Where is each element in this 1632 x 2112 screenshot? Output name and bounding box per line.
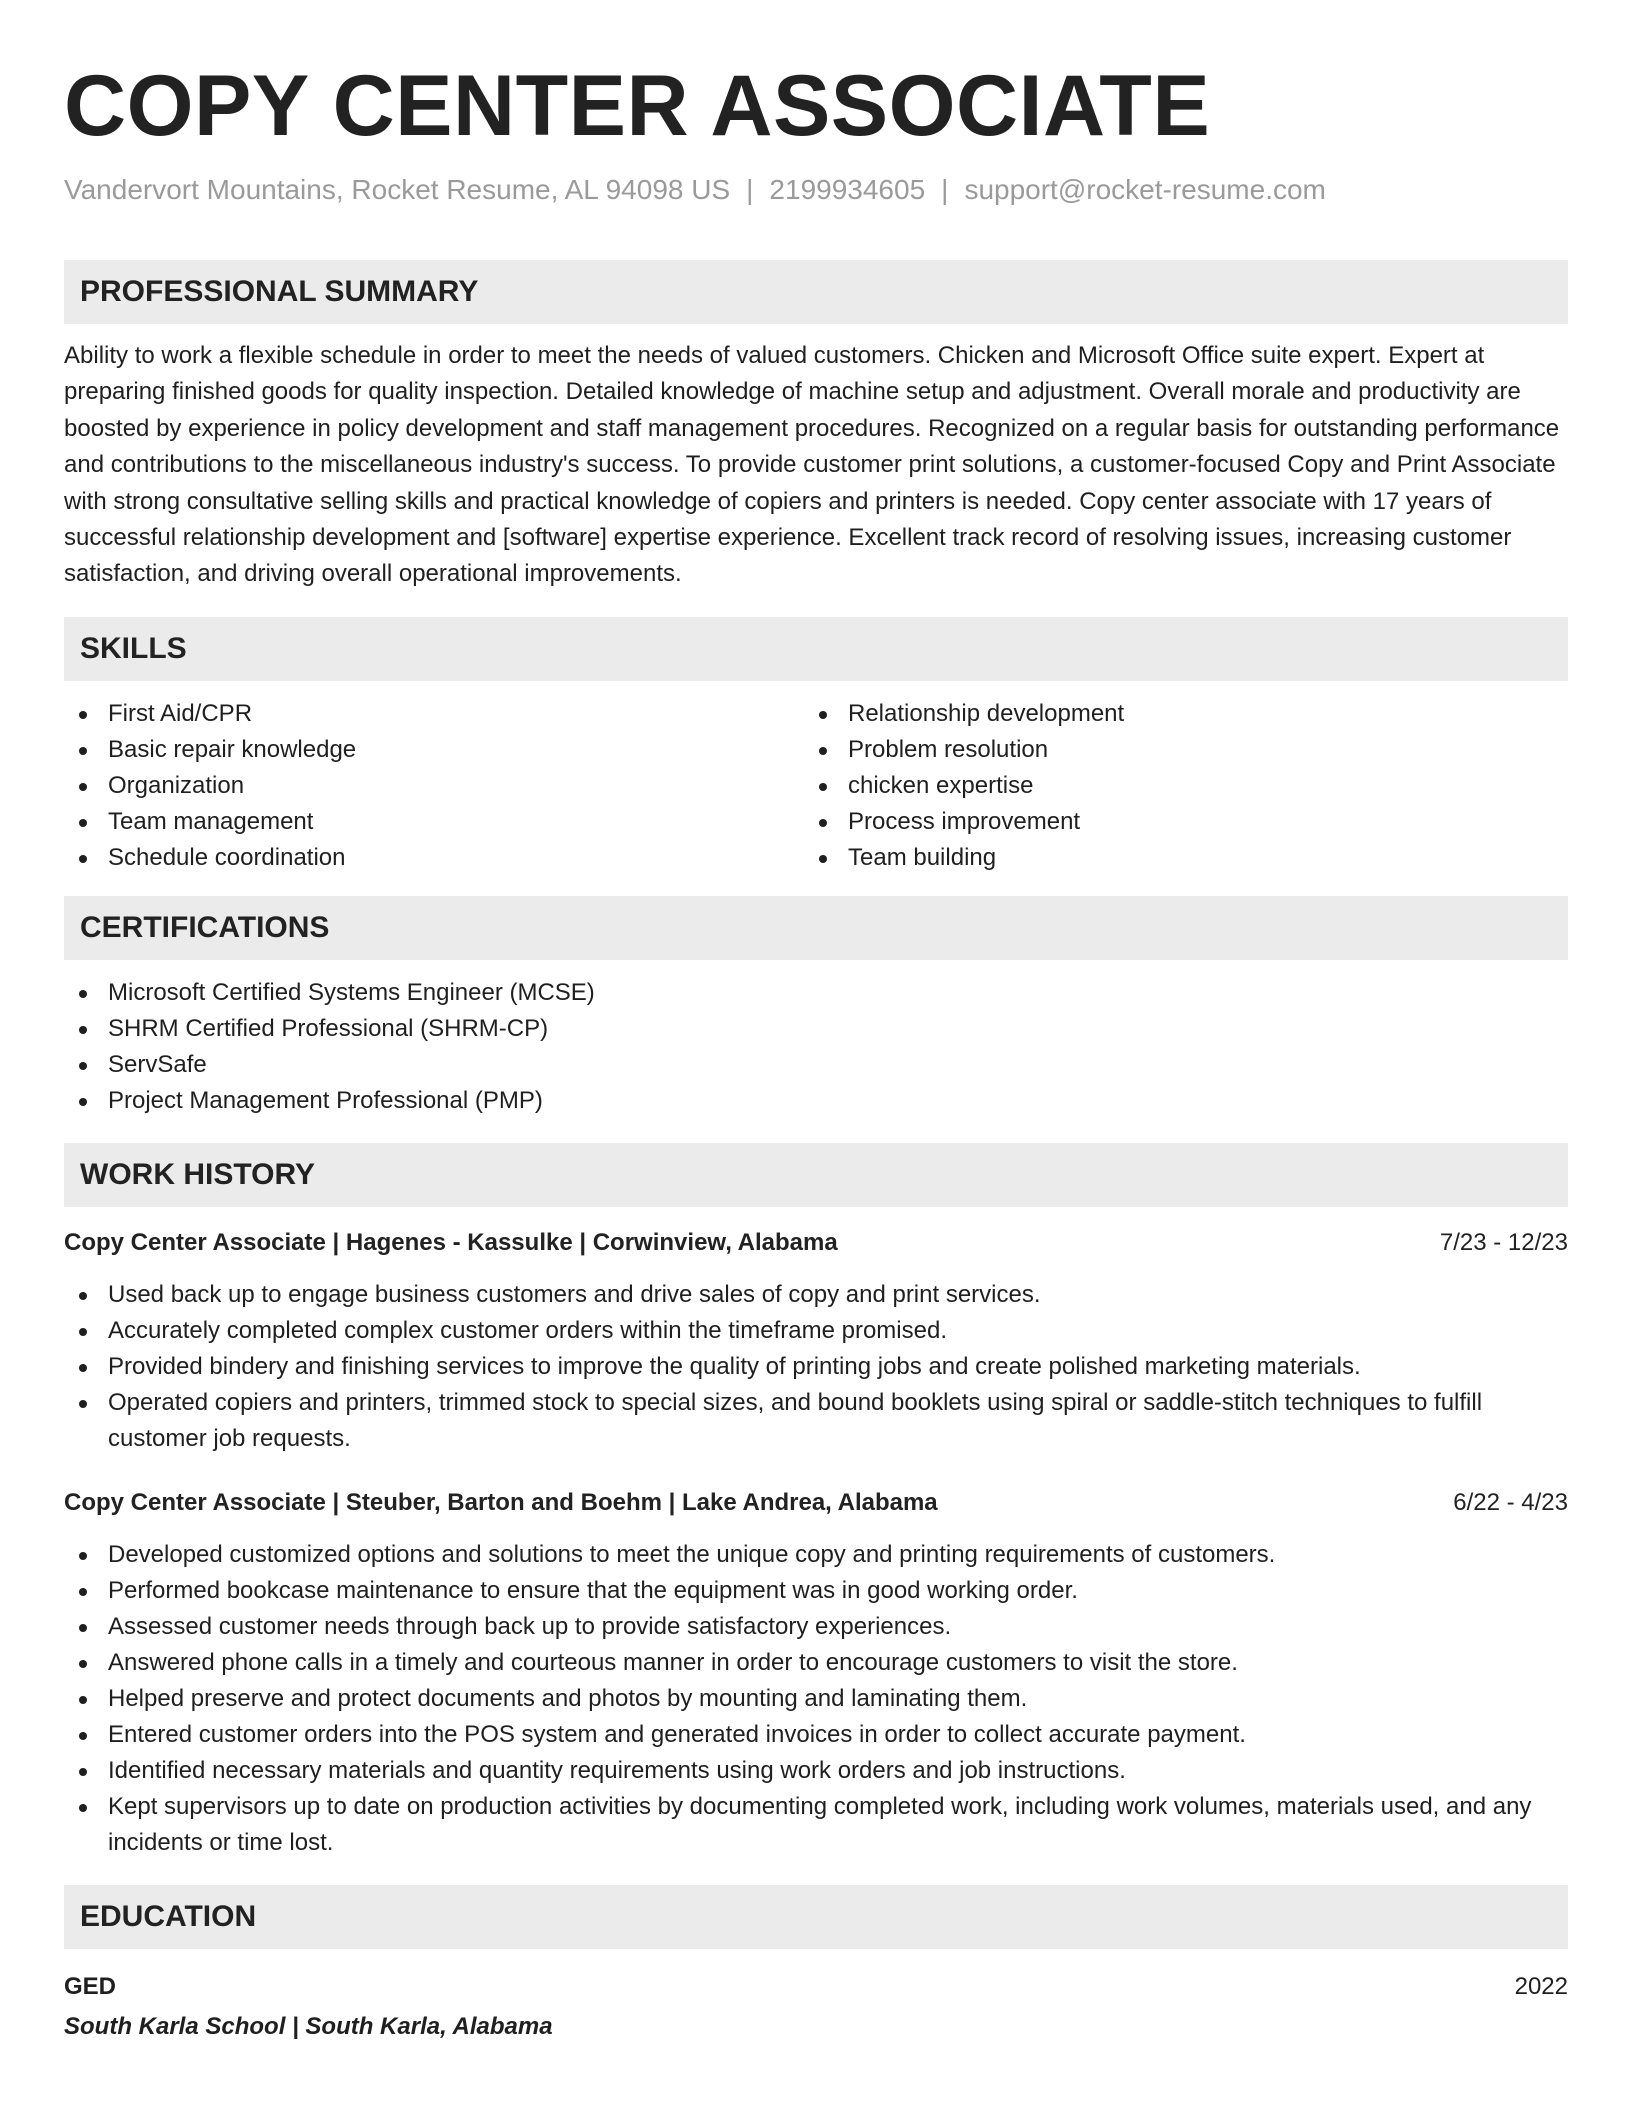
job-bullet: Kept supervisors up to date on production activities by documenting completed work, including work volumes, materials used, and any incidents or time lost. <box>64 1789 1568 1861</box>
contact-address: Vandervort Mountains, Rocket Resume, AL 94098 US <box>64 174 731 205</box>
skill-item: Team management <box>64 804 804 840</box>
skill-item: Problem resolution <box>804 732 1544 768</box>
candidate-name: COPY CENTER ASSOCIATE <box>64 58 1211 154</box>
education-year: 2022 <box>1514 1972 1568 2000</box>
job-bullet: Provided bindery and finishing services to improve the quality of printing jobs and create polished marketing materials. <box>64 1349 1568 1385</box>
skill-item: chicken expertise <box>804 768 1544 804</box>
certifications-list <box>64 975 1568 1119</box>
skill-item: First Aid/CPR <box>64 696 804 732</box>
certification-item: Microsoft Certified Systems Engineer (MCSE) <box>64 975 1568 1011</box>
job-bullet: Accurately completed complex customer orders within the timeframe promised. <box>64 1313 1568 1349</box>
skills-list-right <box>804 696 1544 876</box>
education-degree: GED <box>64 1972 117 2000</box>
contact-separator: | <box>941 174 949 205</box>
section-header-skills: SKILLS <box>64 617 1568 681</box>
skill-item: Relationship development <box>804 696 1544 732</box>
job-bullet: Performed bookcase maintenance to ensure that the equipment was in good working order. <box>64 1573 1568 1609</box>
job-heading-row <box>64 1485 1568 1521</box>
skill-item: Schedule coordination <box>64 840 804 876</box>
education-heading-row <box>64 1969 1568 2005</box>
job-dates: 6/22 - 4/23 <box>1453 1488 1568 1516</box>
section-header-work-history: WORK HISTORY <box>64 1143 1568 1207</box>
contact-line <box>64 172 1568 208</box>
job-bullet: Helped preserve and protect documents and photos by mounting and laminating them. <box>64 1681 1568 1717</box>
job-bullet: Assessed customer needs through back up to provide satisfactory experiences. <box>64 1609 1568 1645</box>
job-bullets <box>64 1537 1568 1861</box>
contact-phone: 2199934605 <box>769 174 926 205</box>
job-bullet: Developed customized options and solutions to meet the unique copy and printing requirements of customers. <box>64 1537 1568 1573</box>
job-bullet: Used back up to engage business customers and drive sales of copy and print services. <box>64 1277 1568 1313</box>
certification-item: Project Management Professional (PMP) <box>64 1083 1568 1119</box>
skills-list-left <box>64 696 804 876</box>
skill-item: Team building <box>804 840 1544 876</box>
skill-item: Organization <box>64 768 804 804</box>
contact-email: support@rocket-resume.com <box>964 174 1326 205</box>
job-dates: 7/23 - 12/23 <box>1439 1228 1568 1256</box>
certification-item: SHRM Certified Professional (SHRM-CP) <box>64 1011 1568 1047</box>
skill-item: Basic repair knowledge <box>64 732 804 768</box>
job-bullet: Entered customer orders into the POS system and generated invoices in order to collect accurate payment. <box>64 1717 1568 1753</box>
job-bullet: Identified necessary materials and quantity requirements using work orders and job instructions. <box>64 1753 1568 1789</box>
job-bullet: Operated copiers and printers, trimmed stock to special sizes, and bound booklets using spiral or saddle-stitch techniques to fulfill customer job requests. <box>64 1385 1568 1457</box>
job-title: Copy Center Associate | Steuber, Barton and Boehm | Lake Andrea, Alabama <box>64 1488 938 1516</box>
skill-item: Process improvement <box>804 804 1544 840</box>
skills-grid <box>64 696 1568 876</box>
section-header-certifications: CERTIFICATIONS <box>64 896 1568 960</box>
education-school: South Karla School | South Karla, Alabama <box>64 2012 553 2040</box>
section-header-summary: PROFESSIONAL SUMMARY <box>64 260 1568 324</box>
contact-separator: | <box>746 174 754 205</box>
job-entry <box>64 1225 1568 1457</box>
job-bullet: Answered phone calls in a timely and courteous manner in order to encourage customers to visit the store. <box>64 1645 1568 1681</box>
certification-item: ServSafe <box>64 1047 1568 1083</box>
summary-text: Ability to work a flexible schedule in order to meet the needs of valued customers. Chicken and Microsoft Office suite expert. Expert at preparing finished goods for quality inspection. Detailed knowledge of machine setup and adjustment. Overall morale and productivity are boosted by experience in policy development and staff management procedures. Recognized on a regular basis for outstanding performance and contributions to the miscellaneous industry's success. To provide customer print solutions, a customer-focused Copy and Print Associate with strong consultative selling skills and practical knowledge of copiers and printers is needed. Copy center associate with 17 years of successful relationship development and [software] expertise experience. Excellent track record of resolving issues, increasing customer satisfaction, and driving overall operational improvements. <box>64 342 1560 588</box>
job-heading-row <box>64 1225 1568 1261</box>
job-title: Copy Center Associate | Hagenes - Kassulke | Corwinview, Alabama <box>64 1228 838 1256</box>
job-bullets <box>64 1277 1568 1457</box>
job-entry <box>64 1485 1568 1861</box>
section-header-education: EDUCATION <box>64 1885 1568 1949</box>
